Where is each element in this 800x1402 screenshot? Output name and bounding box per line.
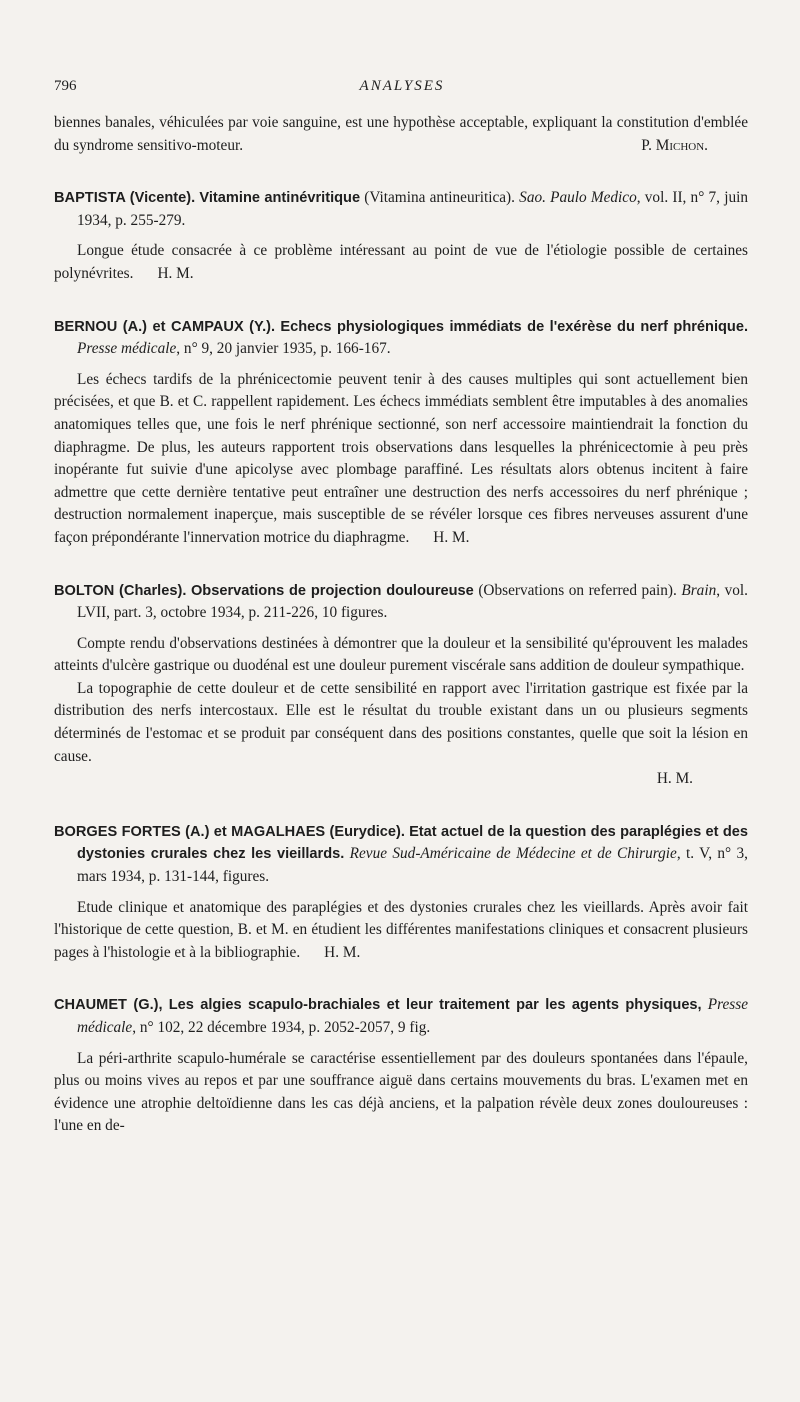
article-body bbox=[54, 112, 748, 1138]
entry-signature: H. M. bbox=[157, 264, 194, 282]
entry-journal: Brain bbox=[681, 581, 717, 599]
entry-author: BERNOU (A.) et CAMPAUX (Y.). bbox=[54, 318, 276, 335]
intro-signature: P. Michon. bbox=[641, 136, 708, 154]
intro-paragraph bbox=[54, 112, 748, 157]
entry-journal: Presse médicale bbox=[77, 996, 748, 1036]
review-entry bbox=[54, 187, 748, 285]
entry-details: , t. V, n° 3, mars 1934, p. 131-144, figures. bbox=[77, 845, 748, 886]
entry-details: , n° 102, 22 décembre 1934, p. 2052-2057, 9 fig. bbox=[132, 1019, 431, 1036]
entry-details: , n° 9, 20 janvier 1935, p. 166-167. bbox=[176, 340, 391, 358]
review-entry bbox=[54, 316, 748, 550]
entry-paragraph: Compte rendu d'observations destinées à démontrer que la douleur et la sensibilité qu'éprouvent les malades atteints d'ulcère gastrique ou duodénal est une douleur purement viscérale sans addition de douleur sympathique. bbox=[54, 634, 748, 675]
entry-paragraph: La péri-arthrite scapulo-humérale se caractérise essentiellement par des douleurs spontanées dans l'épaule, plus ou moins vives au repos et par une souffrance aiguë dans certains mouvements du bras. L'examen met en évidence une atrophie deltoïdienne dans les cas déjà anciens, et la palpation révèle deux zones douloureuses : l'une en de- bbox=[54, 1049, 748, 1135]
page-header bbox=[54, 78, 750, 102]
entry-journal: Revue Sud-Américaine de Médecine et de Chirurgie bbox=[349, 845, 677, 863]
entry-journal: Sao. Paulo Medico bbox=[519, 189, 637, 207]
review-entry bbox=[54, 994, 748, 1138]
entry-heading bbox=[54, 187, 748, 232]
entry-signature: H. M. bbox=[433, 528, 470, 546]
entry-paragraph: Longue étude consacrée à ce problème intéressant au point de vue de l'étiologie possible de certaines polynévrites. H. M. bbox=[54, 242, 748, 282]
running-head: ANALYSES bbox=[359, 78, 445, 94]
review-entry bbox=[54, 580, 748, 791]
entry-title: Echecs physiologiques immédiats de l'exérèse du nerf phrénique. bbox=[280, 318, 749, 335]
entry-title: Etat actuel de la question des paraplégies et des dystonies crurales chez les vieillards. bbox=[77, 823, 749, 863]
entry-paragraph: Etude clinique et anatomique des paraplégies et des dystonies crurales chez les vieillards. Après avoir fait l'historique de cette question, B. et M. en étudient les différentes manifestations cliniques et consacrent plusieurs pages à l'histologie et à la bibliographie. H. M. bbox=[54, 898, 748, 961]
entry-author: BOLTON (Charles). bbox=[54, 582, 187, 599]
entry-details: , vol. II, n° 7, juin 1934, p. 255-279. bbox=[77, 189, 748, 229]
review-entry bbox=[54, 821, 748, 965]
entry-paragraph: Les échecs tardifs de la phrénicectomie peuvent tenir à des causes multiples qui sont actuellement bien précisées, et que B. et C. rappellent rapidement. Les échecs immédiats semblent être imputables à des anomalies anatomiques telles que, une fois le nerf phrénique sectionné, son nerf accessoire maintiendrait la fonction du diaphragme. De plus, les auteurs rapportent trois observations dans lesquelles la phrénicectomie à peu près inopérante fut suivie d'une apicolyse avec plombage paraffiné. Les résultats alors obtenus incitent à faire admettre que cette dernière tentative peut entraîner une destruction des nerfs accessoires du nerf phrénique ; destruction normalement inaperçue, mais susceptible de se révéler lorsque ces fibres nerveuses assurent d'une façon prépondérante l'innervation motrice du diaphragme. H. M. bbox=[54, 370, 748, 546]
intro-text: biennes banales, véhiculées par voie sanguine, est une hypothèse acceptable, expliquant la constitution d'emblée du syndrome sensitivo-moteur. bbox=[54, 114, 748, 154]
entry-author: BAPTISTA (Vicente). bbox=[54, 190, 196, 207]
entry-heading bbox=[54, 316, 748, 361]
entry-heading bbox=[54, 994, 748, 1039]
page-number: 796 bbox=[54, 78, 77, 94]
entry-signature: H. M. bbox=[324, 943, 361, 961]
entry-title: Observations de projection douloureuse bbox=[190, 582, 474, 599]
entry-paragraph: La topographie de cette douleur et de cette sensibilité en rapport avec l'irritation gastrique est fixée par la distribution des nerfs intercostaux. Elle est le résultat du trouble existant dans un ou plusieurs segments déterminés de l'estomac et se produit par conséquent dans des positions constantes, quelle que soit la lésion en cause. bbox=[54, 679, 748, 765]
entry-original-title: (Observations on referred pain). bbox=[473, 581, 682, 599]
entry-original-title: (Vitamina antineuritica). bbox=[360, 189, 520, 207]
entry-journal: Presse médicale bbox=[77, 340, 177, 358]
entry-author: BORGES FORTES (A.) et MAGALHAES (Eurydice). bbox=[54, 823, 405, 840]
entry-heading bbox=[54, 821, 748, 889]
entry-signature: H. M. bbox=[656, 770, 693, 788]
entry-title: Les algies scapulo-brachiales et leur traitement par les agents physiques, bbox=[168, 997, 702, 1014]
entry-heading bbox=[54, 580, 748, 625]
entry-author: CHAUMET (G.), bbox=[54, 997, 163, 1014]
entry-title: Vitamine antinévritique bbox=[199, 190, 361, 207]
entry-details: , vol. LVII, part. 3, octobre 1934, p. 211-226, 10 figures. bbox=[77, 581, 748, 622]
